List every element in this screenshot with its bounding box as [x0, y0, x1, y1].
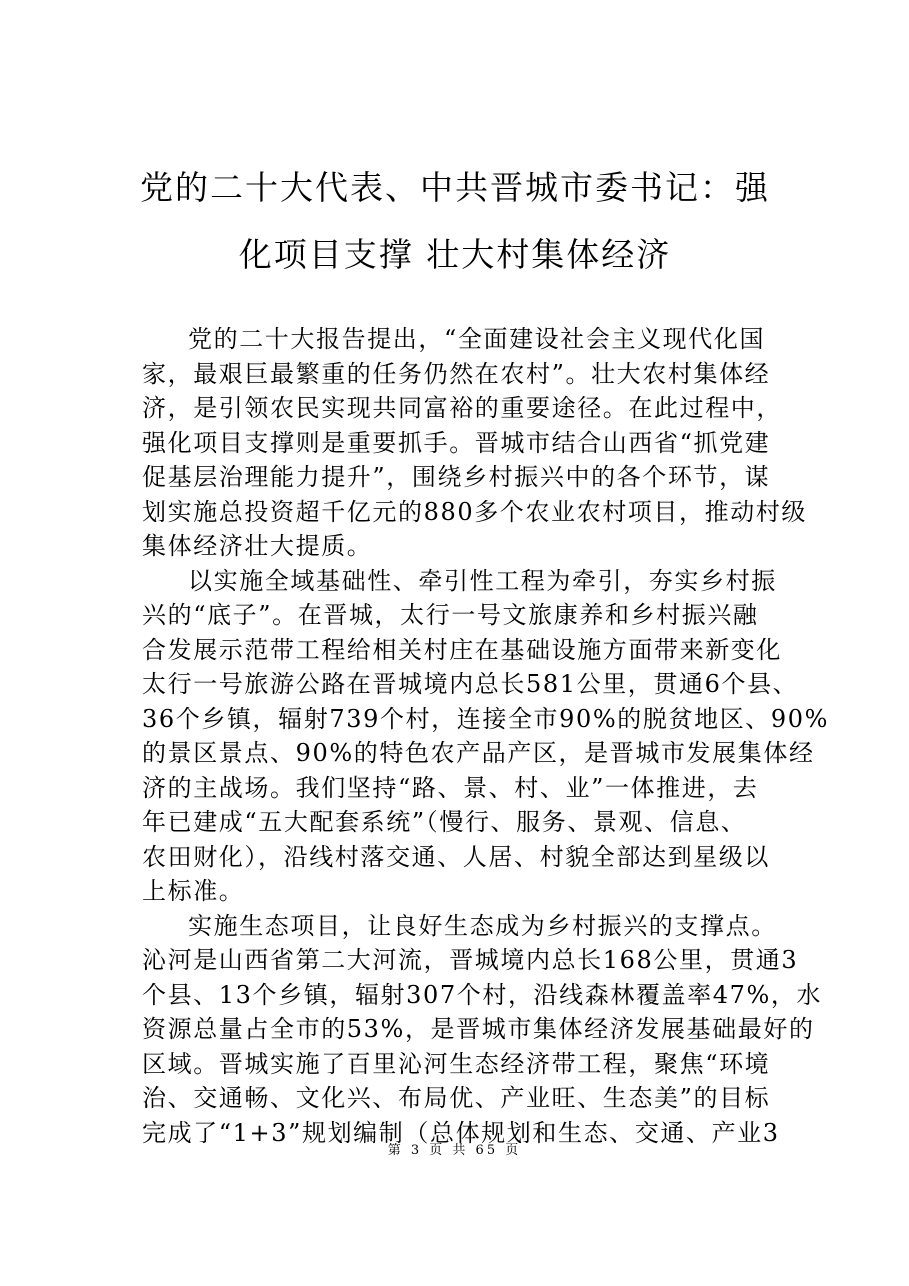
body-line: 合发展示范带工程给相关村庄在基础设施方面带来新变化	[142, 635, 782, 664]
body-line: 强化项目支撑则是重要抓手。晋城市结合山西省“抓党建	[142, 428, 771, 457]
body-line: 济，是引领农民实现共同富裕的重要途径。在此过程中，	[142, 394, 782, 422]
body-line: 兴的“底子”。在晋城，太行一号文旅康养和乡村振兴融	[142, 601, 759, 629]
body-line: 家，最艰巨最繁重的任务仍然在农村”。壮大农村集体经	[142, 359, 771, 388]
body-line: 济的主战场。我们坚持“路、景、村、业”一体推进，去	[142, 773, 759, 802]
body-line: 促基层治理能力提升”，围绕乡村振兴中的各个环节，谋	[142, 463, 771, 491]
body-line: 个县、13个乡镇，辐射307个村，沿线森林覆盖率47%，水	[142, 980, 823, 1009]
page-number-footer: 第 3 页 共 65 页	[387, 1143, 522, 1158]
body-line: 集体经济壮大提质。	[142, 532, 373, 560]
body-line: 治、交通畅、文化兴、布局优、产业旺、生态美”的目标	[142, 1084, 771, 1112]
body-line: 党的二十大报告提出，“全面建设社会主义现代化国	[188, 325, 766, 353]
body-line: 划实施总投资超千亿元的880多个农业农村项目，推动村级	[142, 497, 808, 526]
document-body	[142, 322, 830, 1150]
body-line: 的景区景点、90%的特色农产品产区，是晋城市发展集体经	[142, 739, 815, 767]
body-line: 资源总量占全市的53%，是晋城市集体经济发展基础最好的	[142, 1015, 815, 1043]
body-line: 区域。晋城实施了百里沁河生态经济带工程，聚焦“环境	[142, 1049, 771, 1078]
body-line: 上标准。	[142, 877, 245, 905]
body-line: 36个乡镇，辐射739个村，连接全市90%的脱贫地区、90%	[142, 704, 830, 733]
body-line: 太行一号旅游公路在晋城境内总长581公里，贯通6个县、	[142, 670, 799, 698]
body-line: 农田财化），沿线村落交通、人居、村貌全部达到星级以	[142, 842, 770, 871]
body-line: 完成了“1+3”规划编制（总体规划和生态、交通、产业3	[142, 1118, 780, 1147]
document-title-line-1: 党的二十大代表、中共晋城市委书记：强	[140, 168, 770, 207]
body-line: 年已建成“五大配套系统”（慢行、服务、景观、信息、	[142, 808, 747, 836]
body-line: 以实施全域基础性、牵引性工程为牵引，夯实乡村振	[188, 566, 777, 595]
document-title-line-2: 化项目支撑 壮大村集体经济	[238, 235, 672, 274]
body-line: 沁河是山西省第二大河流，晋城境内总长168公里，贯通3	[142, 946, 799, 974]
body-line: 实施生态项目，让良好生态成为乡村振兴的支撑点。	[188, 911, 777, 940]
